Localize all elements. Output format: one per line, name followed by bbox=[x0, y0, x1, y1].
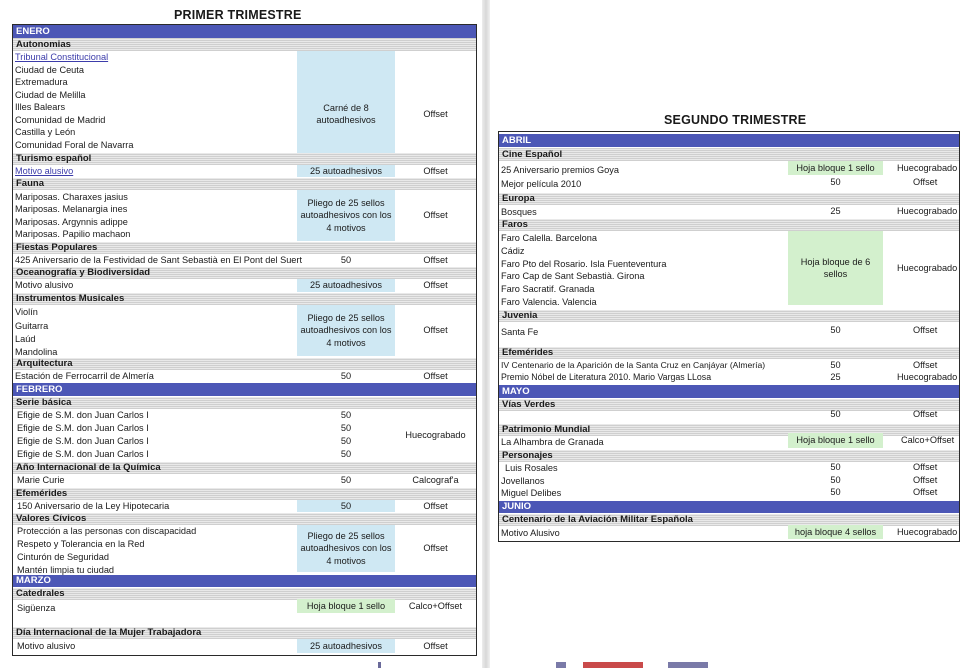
efemerides-left-print: Offset bbox=[423, 500, 448, 511]
item-mandolina: Mandolina bbox=[15, 347, 58, 357]
section-aviacion: Centenario de la Aviación Militar Española bbox=[499, 514, 959, 526]
europa-print-cell bbox=[883, 205, 959, 218]
page-edge-mark bbox=[583, 662, 643, 668]
item-guitarra: Guitarra bbox=[15, 321, 49, 331]
aviacion-print: Huecograbado bbox=[897, 526, 958, 537]
catedrales-print: Calco+Offset bbox=[408, 600, 463, 611]
patrimonio-print-cell bbox=[883, 433, 959, 448]
aviacion-format-cell bbox=[788, 525, 883, 539]
turismo-print: Offset bbox=[423, 165, 448, 176]
fiestas-print-cell bbox=[395, 254, 476, 266]
month-junio: JUNIO bbox=[499, 501, 959, 513]
segundo-trimestre-table bbox=[498, 131, 960, 542]
item-castilla-leon: Castilla y León bbox=[15, 127, 76, 137]
personajes-format-3 bbox=[788, 486, 883, 498]
serie-format-2-text: 50 bbox=[340, 423, 352, 434]
fiestas-print: Offset bbox=[423, 254, 448, 265]
arquitectura-format: 50 bbox=[340, 370, 352, 381]
month-marzo: MARZO bbox=[13, 575, 476, 587]
month-mayo: MAYO bbox=[499, 385, 959, 398]
europa-format: 25 bbox=[830, 206, 841, 217]
item-luis-rosales: Luis Rosales bbox=[505, 463, 558, 473]
item-siguenza: Sigüenza bbox=[17, 603, 56, 613]
cine-format-1 bbox=[788, 161, 883, 175]
item-efigie-4: Efigie de S.M. don Juan Carlos I bbox=[17, 449, 149, 459]
personajes-format-1-text: 50 bbox=[830, 461, 841, 472]
cine-format-2 bbox=[788, 176, 883, 189]
europa-print: Huecograbado bbox=[897, 206, 958, 217]
item-respeto-red: Respeto y Tolerancia en la Red bbox=[17, 539, 145, 549]
fauna-format: Pliego de 25 sellos autoadhesivos con los 4 motivos bbox=[300, 197, 392, 233]
item-alhambra: La Alhambra de Granada bbox=[501, 437, 604, 447]
valores-format-cell bbox=[297, 525, 395, 572]
personajes-print-3 bbox=[883, 486, 959, 498]
serie-print-cell bbox=[395, 409, 476, 461]
section-quimica: Año Internacional de la Química bbox=[13, 462, 476, 474]
turismo-format: 25 autoadhesivos bbox=[309, 165, 383, 176]
arquitectura-format-cell bbox=[297, 370, 395, 382]
serie-format-1 bbox=[297, 409, 395, 422]
personajes-print-1 bbox=[883, 461, 959, 473]
valores-print-cell bbox=[395, 525, 476, 572]
section-europa: Europa bbox=[499, 193, 959, 205]
page-edge-mark bbox=[378, 662, 381, 668]
section-fauna: Fauna bbox=[13, 178, 476, 190]
item-efigie-2: Efigie de S.M. don Juan Carlos I bbox=[17, 423, 149, 433]
item-motivo-alusivo-turismo[interactable]: Motivo alusivo bbox=[15, 166, 74, 176]
item-sant-sebastia: 425 Aniversario de la Festividad de Sant Sebastià en El Pont del Suert bbox=[15, 255, 303, 265]
oceanografia-format-cell bbox=[297, 279, 395, 292]
section-faros: Faros bbox=[499, 219, 959, 231]
faros-print-cell bbox=[883, 231, 959, 305]
item-jovellanos: Jovellanos bbox=[501, 476, 545, 486]
section-patrimonio: Patrimonio Mundial bbox=[499, 424, 959, 436]
patrimonio-format: Hoja bloque 1 sello bbox=[796, 435, 875, 446]
turismo-format-cell bbox=[297, 165, 395, 177]
europa-format-cell bbox=[788, 205, 883, 218]
personajes-format-3-text: 50 bbox=[830, 486, 841, 497]
faros-print: Huecograbado bbox=[897, 262, 958, 273]
serie-format-4-text: 50 bbox=[340, 449, 352, 460]
item-ley-hipotecaria: 150 Aniversario de la Ley Hipotecaria bbox=[17, 501, 170, 511]
personajes-format-2-text: 50 bbox=[830, 474, 841, 485]
serie-format-4 bbox=[297, 448, 395, 461]
cine-print-2-text: Offset bbox=[913, 177, 938, 188]
personajes-print-3-text: Offset bbox=[913, 486, 938, 497]
item-motivo-oceanografia: Motivo alusivo bbox=[15, 280, 74, 290]
efemerides-right-print-2-text: Huecograbado bbox=[897, 371, 958, 382]
item-melanargia: Mariposas. Melanargia ines bbox=[15, 204, 128, 214]
item-ceuta: Ciudad de Ceuta bbox=[15, 65, 84, 75]
primer-trimestre-table bbox=[12, 24, 477, 656]
quimica-format-cell bbox=[297, 474, 395, 487]
efemerides-left-print-cell bbox=[395, 500, 476, 512]
cine-print-2 bbox=[883, 176, 959, 189]
personajes-format-2 bbox=[788, 474, 883, 486]
instrumentos-format-cell bbox=[297, 305, 395, 356]
page-edge-mark bbox=[668, 662, 708, 668]
item-vargas-llosa: Premio Nóbel de Literatura 2010. Mario Vargas LLosa bbox=[501, 372, 712, 382]
instrumentos-format: Pliego de 25 sellos autoadhesivos con los 4 motivos bbox=[300, 312, 392, 348]
section-instrumentos: Instrumentos Musicales bbox=[13, 293, 476, 305]
aviacion-print-cell bbox=[883, 525, 959, 539]
item-cinturon: Cinturón de Seguridad bbox=[17, 552, 109, 562]
section-vias-verdes: Vías Verdes bbox=[499, 399, 959, 411]
item-miguel-delibes: Miguel Delibes bbox=[501, 488, 562, 498]
fauna-format-cell bbox=[297, 190, 395, 241]
page-fold bbox=[482, 0, 490, 668]
section-oceanografia: Oceanografía y Biodiversidad bbox=[13, 267, 476, 279]
item-argynnis: Mariposas. Argynnis adippe bbox=[15, 217, 128, 227]
cine-print-1 bbox=[883, 161, 959, 175]
efemerides-right-format-2-text: 25 bbox=[830, 371, 841, 382]
item-ciudad-limpia: Mantén limpia tu ciudad bbox=[17, 565, 115, 575]
personajes-print-1-text: Offset bbox=[913, 461, 938, 472]
fauna-print-cell bbox=[395, 190, 476, 241]
section-cine-espanol: Cine Español bbox=[499, 148, 959, 161]
personajes-print-2-text: Offset bbox=[913, 474, 938, 485]
section-catedrales: Catedrales bbox=[13, 588, 476, 600]
item-madrid: Comunidad de Madrid bbox=[15, 115, 106, 125]
item-faro-sacratif: Faro Sacratif. Granada bbox=[501, 284, 595, 294]
vias-format-cell bbox=[788, 407, 883, 421]
mujer-format: 25 autoadhesivos bbox=[309, 640, 383, 651]
turismo-print-cell bbox=[395, 165, 476, 177]
item-faro-valencia: Faro Valencia. Valencia bbox=[501, 297, 597, 307]
quimica-format: 50 bbox=[340, 475, 352, 486]
catedrales-format-cell bbox=[297, 599, 395, 613]
cine-format-2-text: 50 bbox=[830, 177, 841, 188]
mujer-print: Offset bbox=[423, 640, 448, 651]
item-extremadura: Extremadura bbox=[15, 77, 68, 87]
faros-format: Hoja bloque de 6 sellos bbox=[800, 256, 871, 279]
vias-format: 50 bbox=[830, 408, 841, 419]
efemerides-right-format-1-text: 50 bbox=[830, 359, 841, 370]
item-charaxes: Mariposas. Charaxes jasius bbox=[15, 192, 128, 202]
item-estacion-almeria: Estación de Ferrocarril de Almería bbox=[15, 371, 154, 381]
serie-format-3 bbox=[297, 435, 395, 448]
efemerides-right-format-1 bbox=[788, 359, 883, 371]
instrumentos-print: Offset bbox=[423, 325, 448, 336]
item-melilla: Ciudad de Melilla bbox=[15, 90, 86, 100]
item-efigie-1: Efigie de S.M. don Juan Carlos I bbox=[17, 410, 149, 420]
item-faro-rosario: Faro Pto del Rosario. Isla Fuenteventura bbox=[501, 259, 667, 269]
item-papilio: Mariposas. Papilio machaon bbox=[15, 229, 131, 239]
month-abril: ABRIL bbox=[499, 134, 959, 147]
cine-format-1-text: Hoja bloque 1 sello bbox=[796, 162, 875, 173]
month-enero: ENERO bbox=[13, 25, 476, 38]
item-faro-calella: Faro Calella. Barcelona bbox=[501, 233, 598, 243]
quimica-print: Calcograf'a bbox=[412, 475, 459, 486]
vias-print: Offset bbox=[913, 408, 938, 419]
efemerides-right-print-1 bbox=[883, 359, 959, 371]
item-santa-cruz-canjayar: IV Centenario de la Aparición de la Santa Cruz en Canjáyar (Almería) bbox=[501, 360, 766, 370]
item-faro-cap-sant-sebastia: Faro Cap de Sant Sebastià. Girona bbox=[501, 271, 645, 281]
serie-format-1-text: 50 bbox=[340, 410, 352, 421]
catedrales-print-cell bbox=[395, 599, 476, 613]
autonomias-format: Carné de 8 autoadhesivos bbox=[316, 102, 376, 125]
aviacion-format: hoja bloque 4 sellos bbox=[794, 526, 877, 537]
item-bosques: Bosques bbox=[501, 207, 537, 217]
section-valores-civicos: Valores Cívicos bbox=[13, 513, 476, 525]
valores-format: Pliego de 25 sellos autoadhesivos con los 4 motivos bbox=[300, 530, 392, 566]
month-febrero: FEBRERO bbox=[13, 383, 476, 396]
personajes-format-1 bbox=[788, 461, 883, 473]
mujer-format-cell bbox=[297, 639, 395, 653]
oceanografia-format: 25 autoadhesivos bbox=[309, 280, 383, 291]
item-marie-curie: Marie Curie bbox=[17, 475, 65, 485]
efemerides-left-format-cell bbox=[297, 500, 395, 512]
item-mejor-pelicula: Mejor película 2010 bbox=[501, 179, 582, 189]
patrimonio-print: Calco+Offset bbox=[901, 435, 955, 446]
item-laud: Laúd bbox=[15, 334, 36, 344]
faros-format-cell bbox=[788, 231, 883, 305]
juvenia-print: Offset bbox=[913, 324, 938, 335]
efemerides-left-format: 50 bbox=[340, 500, 352, 511]
catedrales-format: Hoja bloque 1 sello bbox=[306, 600, 386, 611]
patrimonio-format-cell bbox=[788, 433, 883, 448]
serie-format-3-text: 50 bbox=[340, 436, 352, 447]
serie-format-2 bbox=[297, 422, 395, 435]
juvenia-format-cell bbox=[788, 322, 883, 338]
fiestas-format: 50 bbox=[340, 254, 352, 265]
item-navarra: Comunidad Foral de Navarra bbox=[15, 140, 134, 150]
section-mujer-trabajadora: Día Internacional de la Mujer Trabajadora bbox=[13, 627, 476, 639]
valores-print: Offset bbox=[423, 543, 448, 554]
section-fiestas: Fiestas Populares bbox=[13, 242, 476, 254]
section-efemerides-right: Efemérides bbox=[499, 347, 959, 359]
fiestas-format-cell bbox=[297, 254, 395, 266]
personajes-print-2 bbox=[883, 474, 959, 486]
serie-print: Huecograbado bbox=[405, 429, 466, 440]
section-turismo: Turismo español bbox=[13, 153, 476, 165]
item-premios-goya: 25 Aniversario premios Goya bbox=[501, 165, 619, 175]
arquitectura-print: Offset bbox=[423, 370, 448, 381]
autonomias-print: Offset bbox=[423, 108, 448, 119]
quimica-print-cell bbox=[395, 474, 476, 487]
oceanografia-print-cell bbox=[395, 279, 476, 292]
juvenia-print-cell bbox=[883, 322, 959, 338]
section-serie-basica: Serie básica bbox=[13, 397, 476, 409]
page-edge-mark bbox=[556, 662, 566, 668]
efemerides-right-format-2 bbox=[788, 371, 883, 383]
item-discapacidad: Protección a las personas con discapacidad bbox=[17, 526, 197, 536]
efemerides-right-print-2 bbox=[883, 371, 959, 383]
vias-print-cell bbox=[883, 407, 959, 421]
section-arquitectura: Arquitectura bbox=[13, 358, 476, 370]
efemerides-right-print-1-text: Offset bbox=[913, 359, 938, 370]
item-santa-fe: Santa Fe bbox=[501, 327, 539, 337]
oceanografia-print: Offset bbox=[423, 280, 448, 291]
item-motivo-mujer: Motivo alusivo bbox=[17, 641, 76, 651]
mujer-print-cell bbox=[395, 639, 476, 653]
section-autonomias: Autonomias bbox=[13, 38, 476, 51]
instrumentos-print-cell bbox=[395, 305, 476, 356]
item-violin: Violín bbox=[15, 307, 38, 317]
item-efigie-3: Efigie de S.M. don Juan Carlos I bbox=[17, 436, 149, 446]
fauna-print: Offset bbox=[423, 210, 448, 221]
juvenia-format: 50 bbox=[830, 324, 841, 335]
item-tribunal-constitucional[interactable]: Tribunal Constitucional bbox=[15, 52, 109, 62]
left-page-title: PRIMER TRIMESTRE bbox=[174, 8, 302, 22]
item-cadiz: Cádiz bbox=[501, 246, 525, 256]
arquitectura-print-cell bbox=[395, 370, 476, 382]
section-personajes: Personajes bbox=[499, 450, 959, 462]
cine-print-1-text: Huecograbado bbox=[897, 162, 958, 173]
section-juvenia: Juvenia bbox=[499, 310, 959, 322]
item-illes-balears: Illes Balears bbox=[15, 102, 66, 112]
item-motivo-aviacion: Motivo Alusivo bbox=[501, 528, 560, 538]
section-efemerides-left: Efemérides bbox=[13, 488, 476, 500]
right-page-title: SEGUNDO TRIMESTRE bbox=[664, 113, 807, 127]
